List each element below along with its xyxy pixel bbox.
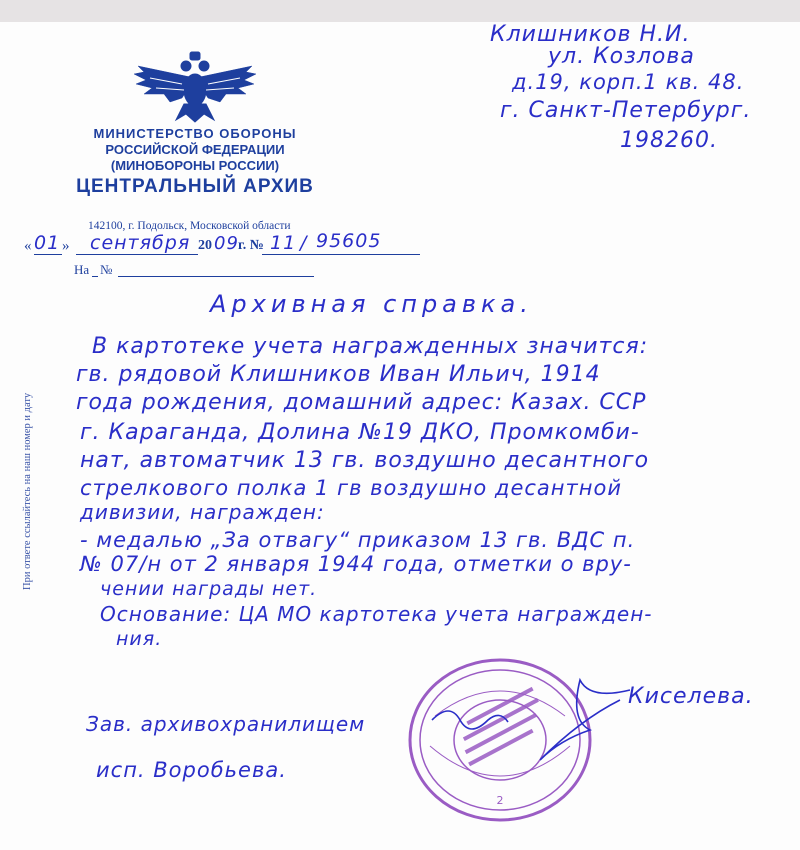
signature-flourish-icon — [520, 660, 650, 770]
date-day: 01 — [34, 232, 61, 254]
ref-underline-1 — [92, 276, 98, 277]
ministry-line-3: (МИНОБОРОНЫ РОССИИ) — [110, 158, 280, 173]
recipient-street: ул. Козлова — [548, 44, 695, 69]
date-quote-open: « — [24, 238, 32, 254]
certificate-title: Архивная справка. — [210, 290, 533, 318]
number-underline — [262, 254, 420, 255]
executor-name: исп. Воробьева. — [96, 758, 287, 782]
body-line-11: Основание: ЦА МО картотека учета награжден- — [100, 602, 653, 626]
body-line-4: г. Караганда, Долина №19 ДКО, Промкомби- — [80, 420, 640, 445]
doc-number-1: 11 — [270, 232, 297, 254]
stamp-number: 2 — [496, 794, 504, 807]
archive-title: ЦЕНТРАЛЬНЫЙ АРХИВ — [76, 176, 314, 197]
signature-role: Зав. архивохранилищем — [86, 712, 366, 736]
body-line-9: № 07/н от 2 января 1944 года, отметки о вру- — [80, 552, 632, 576]
year-label: г. № — [238, 238, 264, 253]
ministry-line-1: МИНИСТЕРСТВО ОБОРОНЫ — [93, 126, 297, 141]
archive-address: 142100, г. Подольск, Московской области — [88, 220, 291, 232]
side-note: При ответе ссылайтесь на наш номер и дату — [22, 392, 33, 590]
recipient-building: д.19, корп.1 кв. 48. — [512, 70, 745, 94]
recipient-city: г. Санкт-Петербург. — [500, 98, 752, 123]
date-quote-close: » — [62, 238, 70, 254]
signature-scribble-icon — [430, 700, 510, 740]
doc-number-2: 95605 — [316, 230, 382, 252]
ministry-line-2: РОССИЙСКОЙ ФЕДЕРАЦИИ — [105, 142, 285, 157]
signature-kiseleva: Киселева. — [628, 684, 754, 709]
body-line-5: нат, автоматчик 13 гв. воздушно десантного — [80, 448, 650, 473]
doc-number-sep: / — [300, 232, 308, 254]
recipient-name: Клишников Н.И. — [490, 22, 691, 47]
body-line-1: В картотеке учета награжденных значится: — [92, 334, 649, 359]
year-prefix: 20 — [198, 238, 212, 253]
ref-number-label: № — [100, 262, 113, 277]
body-line-6: стрелкового полка 1 гв воздушно десантной — [80, 476, 622, 500]
recipient-postcode: 198260. — [620, 128, 718, 153]
double-headed-eagle-emblem-icon — [130, 48, 260, 124]
ref-label: На — [74, 262, 90, 277]
ref-underline-2 — [118, 276, 314, 277]
year-suffix: 09 — [214, 233, 239, 254]
body-line-2: гв. рядовой Клишников Иван Ильич, 1914 — [76, 362, 601, 387]
body-line-3: года рождения, домашний адрес: Казах. ССР — [76, 390, 647, 415]
body-line-7: дивизии, награжден: — [80, 500, 325, 524]
body-line-8: - медалью „За отвагу“ приказом 13 гв. ВДС п. — [80, 528, 636, 552]
month-underline — [76, 254, 198, 255]
body-line-12: ния. — [116, 628, 163, 650]
body-line-10: чении награды нет. — [100, 578, 318, 600]
day-underline — [34, 254, 62, 255]
date-month: сентября — [90, 232, 191, 254]
